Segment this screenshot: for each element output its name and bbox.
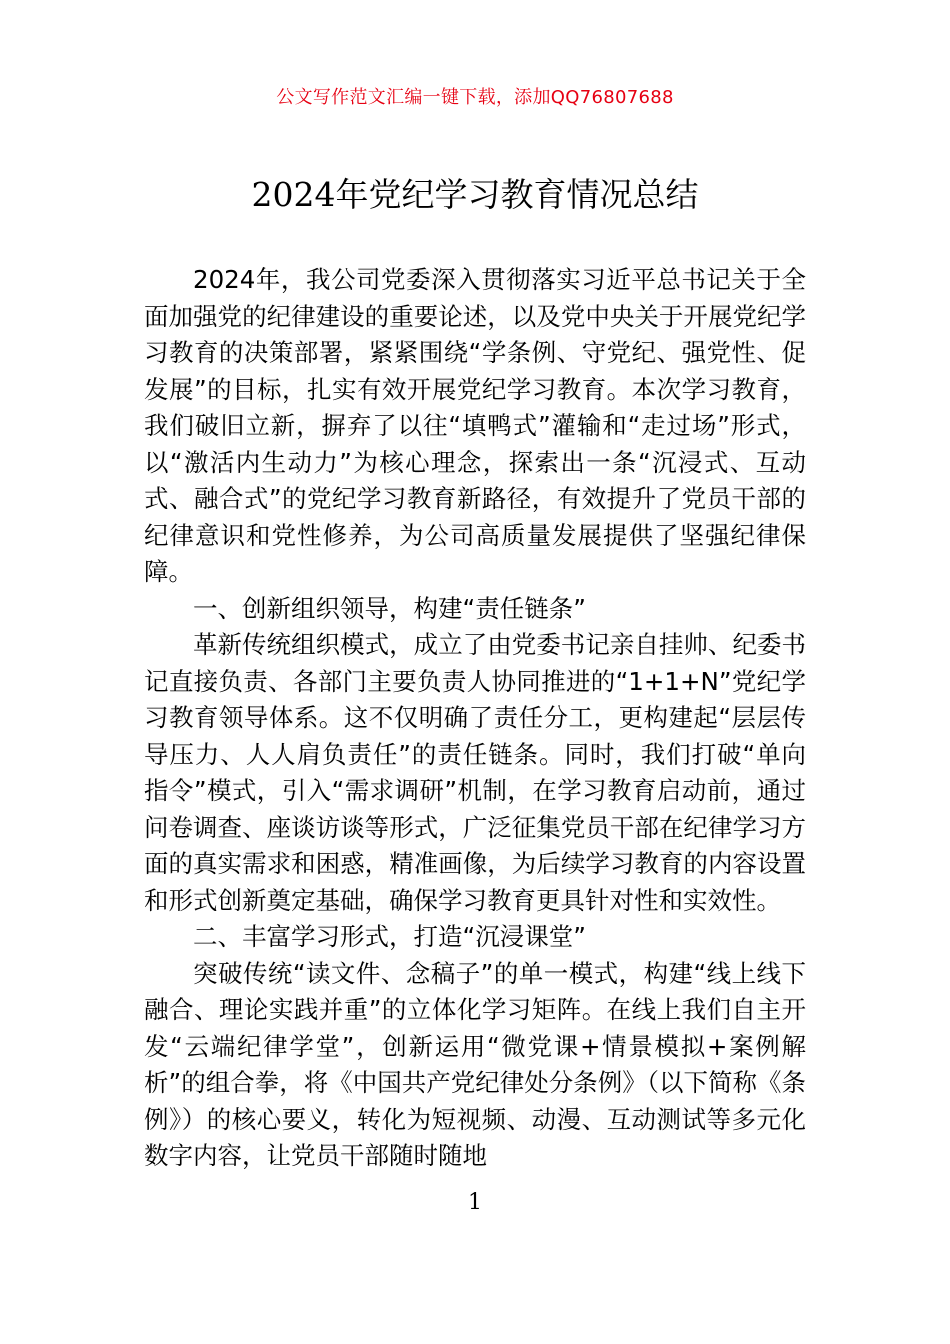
section-heading-1: 一、创新组织领导，构建“责任链条”	[193, 593, 586, 623]
promo-banner: 公文写作范文汇编一键下载，添加QQ76807688	[276, 87, 674, 108]
document-body	[144, 262, 806, 1175]
section-paragraph-1: 革新传统组织模式，成立了由党委书记亲自挂帅、纪委书记直接负责、各部门主要负责人协同推进的“1+1+N”党纪学习教育领导体系。这不仅明确了责任分工，更构建起“层层传导压力、人人肩负责任”的责任链条。同时，我们打破“单向指令”模式，引入“需求调研”机制，在学习教育启动前，通过问卷调查、座谈访谈等形式，广泛征集党员干部在纪律学习方面的真实需求和困惑，精准画像，为后续学习教育的内容设置和形式创新奠定基础，确保学习教育更具针对性和实效性。	[144, 630, 806, 915]
document-title: 2024年党纪学习教育情况总结	[251, 175, 699, 214]
section-heading-2: 二、丰富学习形式，打造“沉浸课堂”	[193, 922, 586, 951]
section-paragraph-2: 突破传统“读文件、念稿子”的单一模式，构建“线上线下融合、理论实践并重”的立体化学习矩阵。在线上我们自主开发“云端纪律学堂”，创新运用“微党课+情景模拟+案例解析”的组合拳，将《中国共产党纪律处分条例》（以下简称《条例》）的核心要义，转化为短视频、动漫、互动测试等多元化数字内容，让党员干部随时随地	[144, 958, 806, 1170]
intro-paragraph: 2024年，我公司党委深入贯彻落实习近平总书记关于全面加强党的纪律建设的重要论述，以及党中央关于开展党纪学习教育的决策部署，紧紧围绕“学条例、守党纪、强党性、促发展”的目标，扎实有效开展党纪学习教育。本次学习教育，我们破旧立新，摒弃了以往“填鸭式”灌输和“走过场”形式，以“激活内生动力”为核心理念，探索出一条“沉浸式、互动式、融合式”的党纪学习教育新路径，有效提升了党员干部的纪律意识和党性修养，为公司高质量发展提供了坚强纪律保障。	[144, 265, 806, 586]
page-number: 1	[468, 1190, 482, 1215]
